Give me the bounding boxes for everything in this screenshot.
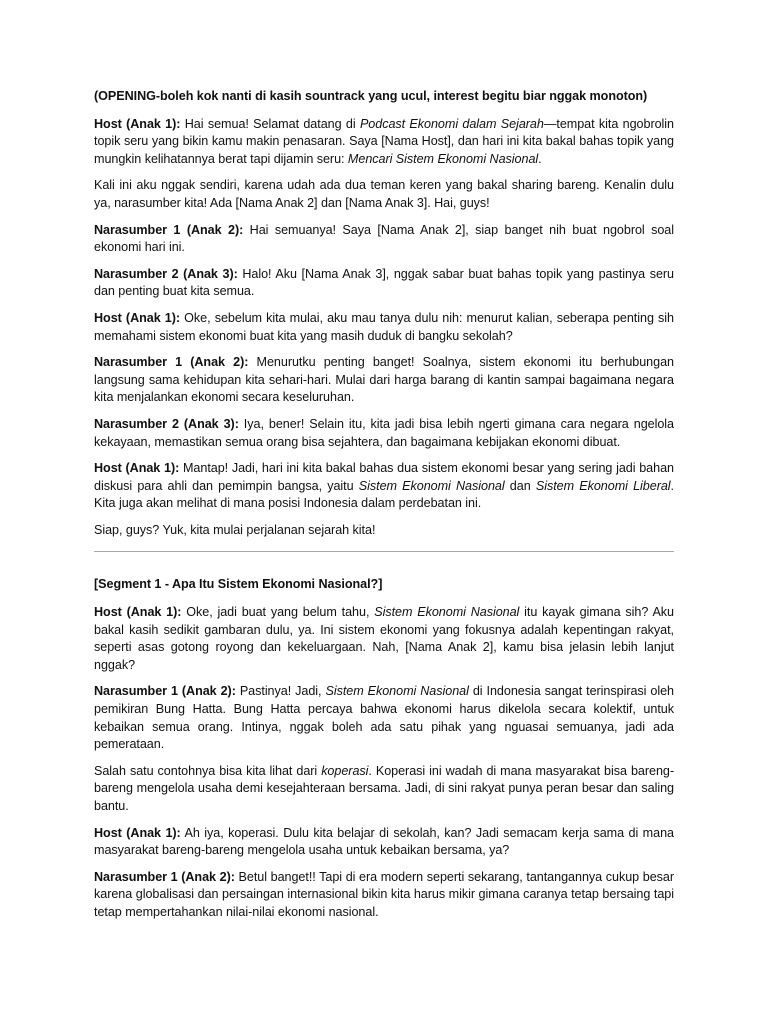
speaker-label: Narasumber 1 (Anak 2):: [94, 222, 244, 237]
paragraph-narasumber2-greeting: Narasumber 2 (Anak 3): Halo! Aku [Nama Anak 3], nggak sabar buat bahas topik yang pastinya seru dan penting buat kita semua.: [94, 266, 674, 299]
paragraph-host-segment1: Host (Anak 1): Oke, jadi buat yang belum tahu, Sistem Ekonomi Nasional itu kayak gimana sih? Aku bakal kasih sedikit gambaran dulu, ya. Ini sistem ekonomi yang fokusnya adalah kepentingan rakyat, seperti asas gotong royong dan kekeluargaan. Nah, [Nama Anak 2], kamu bisa jelasin lebih lanjut nggak?: [94, 605, 674, 672]
italic-term: Sistem Ekonomi Nasional: [358, 478, 505, 493]
section-divider: [94, 551, 674, 552]
speaker-label: Host (Anak 1):: [94, 310, 181, 325]
paragraph-narasumber1-hatta: Narasumber 1 (Anak 2): Pastinya! Jadi, Sistem Ekonomi Nasional di Indonesia sangat terinspirasi oleh pemikiran Bung Hatta. Bung Hatta percaya bahwa ekonomi harus dikelola secara kolektif, untuk kebaikan semua orang. Intinya, nggak boleh ada satu pihak yang nguasai semuanya, jadi ada pemerataan.: [94, 684, 674, 752]
paragraph-host-narasumber-intro: Kali ini aku nggak sendiri, karena udah ada dua teman keren yang bakal sharing bareng. Kenalin dulu ya, narasumber kita! Ada [Nama Anak 2] dan [Nama Anak 3]. Hai, guys!: [94, 178, 674, 210]
paragraph-host-intro: Host (Anak 1): Hai semua! Selamat datang di Podcast Ekonomi dalam Sejarah—tempat kita ngobrolin topik seru yang bikin kamu makin penasaran. Saya [Nama Host], dan hari ini kita bakal bahas topik yang mungkin kelihatannya berat tapi dijamin seru: Mencari Sistem Ekonomi Nasional.: [94, 116, 675, 166]
speaker-label: Host (Anak 1):: [94, 605, 182, 620]
speaker-label: Narasumber 2 (Anak 3):: [94, 266, 238, 281]
italic-term: Sistem Ekonomi Nasional: [325, 684, 469, 699]
paragraph-koperasi: Salah satu contohnya bisa kita lihat dari koperasi. Koperasi ini wadah di mana masyarakat bisa bareng-bareng mengelola usaha demi kesejahteraan bersama. Jadi, di sini rakyat punya peran besar dan saling bantu.: [94, 763, 675, 813]
paragraph-host-topic: Host (Anak 1): Mantap! Jadi, hari ini kita bakal bahas dua sistem ekonomi besar yang sering jadi bahan diskusi para ahli dan pemimpin bangsa, yaitu Sistem Ekonomi Nasional dan Sistem Ekonomi Liberal. Kita juga akan melihat di mana posisi Indonesia dalam perdebatan ini.: [94, 461, 674, 511]
opening-heading: (OPENING-boleh kok nanti di kasih sountrack yang ucul, interest begitu biar nggak monoton): [94, 89, 648, 103]
speaker-label: Narasumber 1 (Anak 2):: [94, 684, 236, 699]
paragraph-host-question: Host (Anak 1): Oke, sebelum kita mulai, aku mau tanya dulu nih: menurut kalian, seberapa penting sih memahami sistem ekonomi buat kita yang masih duduk di bangku sekolah?: [94, 310, 674, 343]
italic-term: Mencari Sistem Ekonomi Nasional: [347, 151, 539, 166]
speaker-label: Host (Anak 1):: [94, 825, 181, 840]
italic-term: Sistem Ekonomi Nasional: [374, 605, 520, 620]
paragraph-narasumber2-answer: Narasumber 2 (Anak 3): Iya, bener! Selain itu, kita jadi bisa lebih ngerti gimana cara negara ngelola kekayaan, memastikan semua orang bisa sejahtera, dan bagaimana kebijakan ekonomi dibuat.: [94, 416, 674, 449]
paragraph-narasumber1-answer: Narasumber 1 (Anak 2): Menurutku penting banget! Soalnya, sistem ekonomi itu berhubungan langsung sama kehidupan kita sehari-hari. Mulai dari harga barang di kantin sampai bagaimana negara kita menjalankan ekonomi secara keseluruhan.: [94, 355, 675, 405]
paragraph-narasumber1-modern: Narasumber 1 (Anak 2): Betul banget!! Tapi di era modern seperti sekarang, tantangannya cukup besar karena globalisasi dan persaingan internasional bikin kita harus mikir gimana caranya tetap bersaing tapi tetap mempertahankan nilai-nilai ekonomi nasional.: [94, 869, 674, 919]
speaker-label: Host (Anak 1):: [94, 116, 181, 131]
segment1-heading: [Segment 1 - Apa Itu Sistem Ekonomi Nasional?]: [94, 577, 383, 592]
speaker-label: Host (Anak 1):: [94, 461, 180, 476]
paragraph-host-koperasi: Host (Anak 1): Ah iya, koperasi. Dulu kita belajar di sekolah, kan? Jadi semacam kerja sama di mana masyarakat bareng-bareng mengelola usaha untuk kebaikan bersama, ya?: [94, 825, 674, 858]
italic-term: koperasi: [321, 763, 369, 778]
paragraph-narasumber1-greeting: Narasumber 1 (Anak 2): Hai semuanya! Saya [Nama Anak 2], siap banget nih buat ngobrol soal ekonomi hari ini.: [94, 222, 674, 255]
speaker-label: Narasumber 2 (Anak 3):: [94, 416, 239, 431]
speaker-label: Narasumber 1 (Anak 2):: [94, 355, 249, 370]
speaker-label: Narasumber 1 (Anak 2):: [94, 869, 235, 884]
italic-term: Podcast Ekonomi dalam Sejarah: [359, 116, 544, 131]
paragraph-closing-opening: Siap, guys? Yuk, kita mulai perjalanan sejarah kita!: [94, 522, 376, 537]
italic-term: Sistem Ekonomi Liberal: [535, 478, 671, 493]
